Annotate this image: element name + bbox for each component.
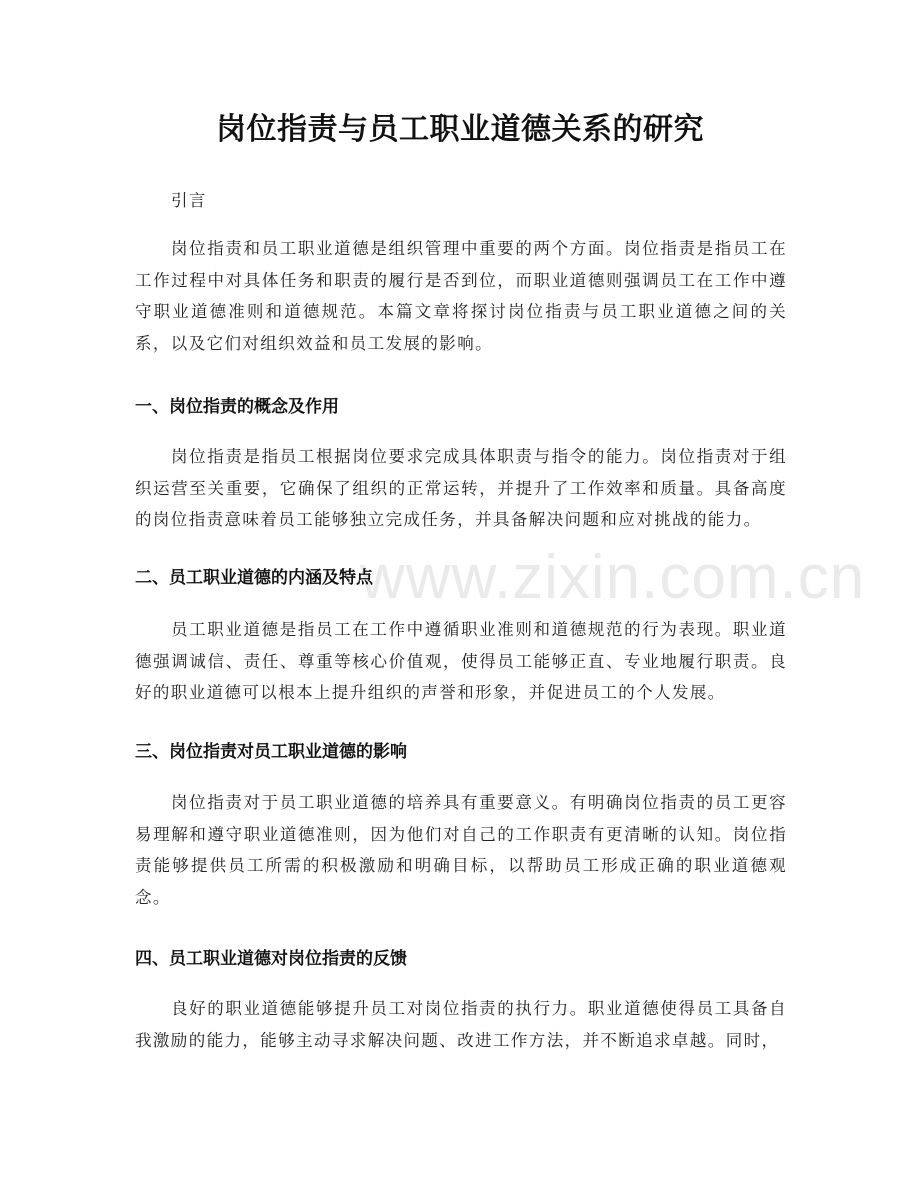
section-paragraph-4: 良好的职业道德能够提升员工对岗位指责的执行力。职业道德使得员工具备自我激励的能力，能够主动寻求解决问题、改进工作方法，并不断追求卓越。同时， [135,999,787,1050]
section-paragraph-2: 员工职业道德是指员工在工作中遵循职业准则和道德规范的行为表现。职业道德强调诚信、责任、尊重等核心价值观，使得员工能够正直、专业地履行职责。良好的职业道德可以根本上提升组织的声誉和形象，并促进员工的个人发展。 [135,620,787,702]
document-title: 岗位指责与员工职业道德关系的研究 [216,112,704,147]
section-heading-1: 一、岗位指责的概念及作用 [135,397,339,417]
intro-label: 引言 [171,191,207,210]
section-heading-2: 二、员工职业道德的内涵及特点 [135,568,373,588]
watermark: www.zixin.com.cn [360,543,866,612]
section-paragraph-3: 岗位指责对于员工职业道德的培养具有重要意义。有明确岗位指责的员工更容易理解和遵守职业道德准则，因为他们对自己的工作职责有更清晰的认知。岗位指责能够提供员工所需的积极激励和明确目标，以帮助员工形成正确的职业道德观念。 [135,793,787,907]
intro-paragraph: 岗位指责和员工职业道德是组织管理中重要的两个方面。岗位指责是指员工在工作过程中对具体任务和职责的履行是否到位，而职业道德则强调员工在工作中遵守职业道德准则和道德规范。本篇文章将探讨岗位指责与员工职业道德之间的关系，以及它们对组织效益和员工发展的影响。 [135,239,787,353]
section-paragraph-1: 岗位指责是指员工根据岗位要求完成具体职责与指令的能力。岗位指责对于组织运营至关重要，它确保了组织的正常运转，并提升了工作效率和质量。具备高度的岗位指责意味着员工能够独立完成任务，并具备解决问题和应对挑战的能力。 [135,447,787,529]
section-heading-3: 三、岗位指责对员工职业道德的影响 [135,742,407,762]
section-heading-4: 四、员工职业道德对岗位指责的反馈 [135,949,407,969]
